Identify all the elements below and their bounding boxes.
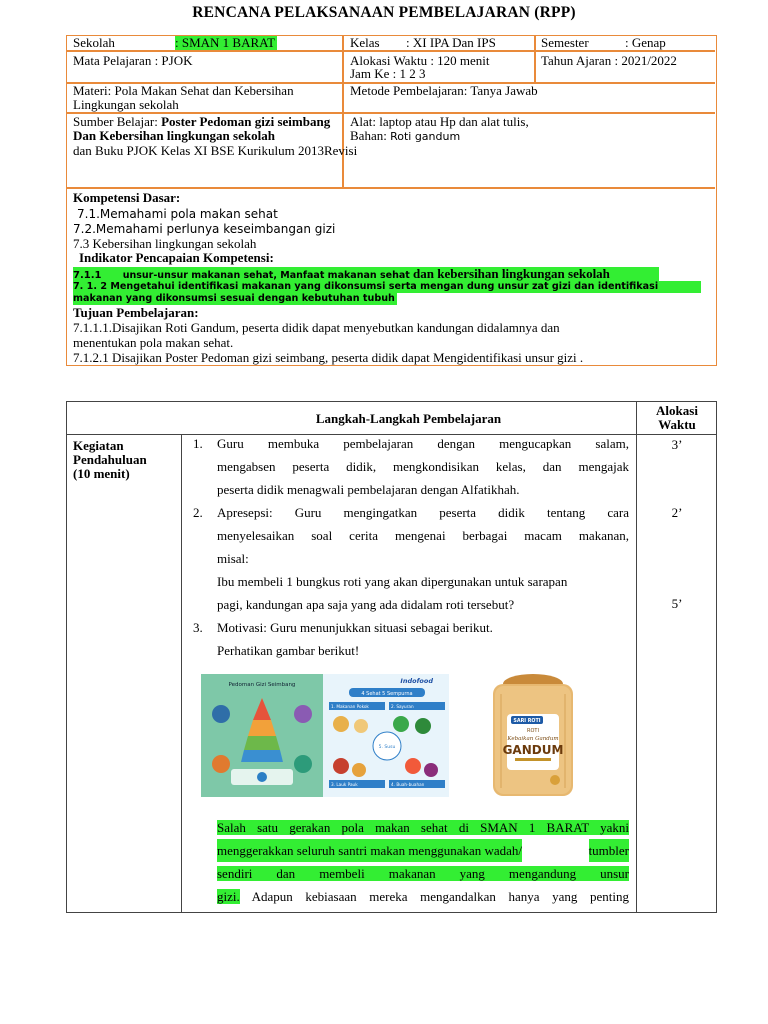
jam-ke: Jam Ke : 1 2 3 <box>350 66 426 81</box>
tujuan-1-line2: menentukan pola makan sehat. <box>73 335 234 350</box>
step-3-line: Perhatikan gambar berikut! <box>217 643 360 658</box>
alokasi-waktu: Alokasi Waktu : 120 menit <box>350 53 490 68</box>
bahan: Bahan: Roti gandum <box>350 128 461 143</box>
ipk-2-line1: 7. 1. 2 Mengetahui identifikasi makanan yang dikonsumsi serta mengan dung unsur zat gizi dan identifikasi <box>73 281 701 293</box>
ipk-2-line2: makanan yang dikonsumsi sesuai dengan kebutuhan tubuh <box>73 293 395 304</box>
bread-brand: SARI ROTI <box>513 719 541 724</box>
poster-item: 1. Makanan Pokok <box>331 704 369 709</box>
semester-label: Semester <box>541 35 589 50</box>
bread-type: ROTI <box>527 728 539 734</box>
sumber-belajar: Sumber Belajar: Poster Pedoman gizi seimbang Dan Kebersihan lingkungan sekolah <box>73 114 331 143</box>
kegiatan-label: Kegiatan <box>73 438 124 453</box>
kd-heading: Kompetensi Dasar: <box>73 190 181 205</box>
sumber-buku: dan Buku PJOK Kelas XI BSE Kurikulum 2013Revisi <box>73 143 358 158</box>
gizi-poster <box>201 674 449 797</box>
poster-brand: Indofood <box>400 677 433 685</box>
steps-list: 1. Guru membuka pembelajaran dengan mengucapkan salam, mengabsen peserta didik, mengkondisikan kelas, dan mengajak peserta didik menagwali pembelajaran dengan Alfatikhah. 2. Apresepsi: Guru mengingatkan peserta didik tentang cara menyelesaikan soal cerita mengenai berbagai macam makanan, misal: Ibu membeli 1 bungkus roti yang akan dipergunakan untuk sarapan pagi, kandungan apa saja yang ada didalam roti tersebut? 3. Motivasi: Guru menunjukkan situasi sebagai berikut. Perhatikan gambar berikut! <box>193 432 629 662</box>
step-2-line: Ibu membeli 1 bungkus roti yang akan dipergunakan untuk sarapan <box>217 574 568 589</box>
step-1-line: peserta didik menagwali pembelajaran dengan Alfatikhah. <box>217 482 520 497</box>
poster-item: 3. Lauk Pauk <box>331 782 358 787</box>
poster-item: 4. Buah-buahan <box>391 782 425 787</box>
bread-tagline: Kebaikan Gandum <box>507 736 559 742</box>
metode-pembelajaran: Metode Pembelajaran: Tanya Jawab <box>350 83 538 98</box>
gizi-poster-graphic <box>201 674 449 797</box>
steps-header: Langkah-Langkah Pembelajaran <box>315 411 502 426</box>
alat: Alat: laptop atau Hp dan alat tulis, <box>350 114 529 129</box>
steps-table <box>66 401 717 913</box>
page-title: RENCANA PELAKSANAAN PEMBELAJARAN (RPP) <box>192 4 576 21</box>
sekolah-value: : SMAN 1 BARAT <box>175 35 276 50</box>
kd-item: 7.3 Kebersihan lingkungan sekolah <box>73 236 257 251</box>
ipk-1: 7.1.1 unsur-unsur makanan sehat, Manfaat makanan sehat dan kebersihan lingkungan sekolah <box>73 267 659 281</box>
tujuan-heading: Tujuan Pembelajaran: <box>73 305 199 320</box>
semester-value: : Genap <box>625 35 666 50</box>
poster-right-title: 4 Sehat 5 Sempurna <box>361 691 413 697</box>
step-2-line: menyelesaikan soal cerita mengenai berbagai macam makanan, <box>217 528 629 543</box>
kegiatan-label: Pendahuluan <box>73 452 147 467</box>
sekolah-label: Sekolah <box>73 35 115 50</box>
tujuan-2: 7.1.2.1 Disajikan Poster Pedoman gizi seimbang, peserta didik dapat Mengidentifikasi unsur gizi . <box>73 350 584 365</box>
roti-gandum-graphic <box>485 670 581 800</box>
kelas-label: Kelas <box>350 35 380 50</box>
mata-pelajaran: Mata Pelajaran : PJOK <box>73 53 193 68</box>
kelas-value: : XI IPA Dan IPS <box>406 35 496 50</box>
rpp-header-table <box>66 35 717 366</box>
step-2-line: Apresepsi: Guru mengingatkan peserta didik tentang cara <box>217 505 629 520</box>
ipk-heading: Indikator Pencapaian Kompetensi: <box>79 250 274 265</box>
step-2-line: misal: <box>217 551 249 566</box>
motivasi-paragraph: Salah satu gerakan pola makan sehat di SMAN 1 BARAT yakni menggerakkan seluruh santri makan menggunakan wadah/ tumbler sendiri dan membeli makanan yang mengandung unsur gizi. Adapun kebiasaan mereka mengandalkan hanya yang penting <box>217 820 629 904</box>
step-2-line: pagi, kandungan apa saja yang ada didalam roti tersebut? <box>217 597 515 612</box>
time-1: 3’ <box>671 437 683 452</box>
alokasi-header-1: Alokasi <box>656 403 698 418</box>
roti-gandum-image <box>485 670 581 800</box>
kd-item: 7.2.Memahami perlunya keseimbangan gizi <box>73 222 336 236</box>
time-2: 2’ <box>671 505 683 520</box>
tujuan-1-line1: 7.1.1.1.Disajikan Roti Gandum, peserta didik dapat menyebutkan kandungan didalamnya dan <box>73 320 560 335</box>
poster-item: 5. Susu <box>378 745 396 750</box>
kd-item: 7.1.Memahami pola makan sehat <box>77 207 278 221</box>
time-3: 5’ <box>671 596 683 611</box>
step-1-line: Guru membuka pembelajaran dengan mengucapkan salam, <box>217 436 629 451</box>
bread-name: GANDUM <box>502 743 564 757</box>
step-3-line: Motivasi: Guru menunjukkan situasi sebagai berikut. <box>217 620 493 635</box>
step-1-line: mengabsen peserta didik, mengkondisikan kelas, dan mengajak <box>217 459 629 474</box>
materi: Materi: Pola Makan Sehat dan Kebersihan Lingkungan sekolah <box>73 83 294 112</box>
kegiatan-duration: (10 menit) <box>73 466 130 481</box>
tahun-ajaran: Tahun Ajaran : 2021/2022 <box>541 53 677 68</box>
poster-item: 2. Sayuran <box>391 704 414 709</box>
poster-left-title: Pedoman Gizi Seimbang <box>228 682 296 688</box>
alokasi-header-2: Waktu <box>658 417 696 432</box>
